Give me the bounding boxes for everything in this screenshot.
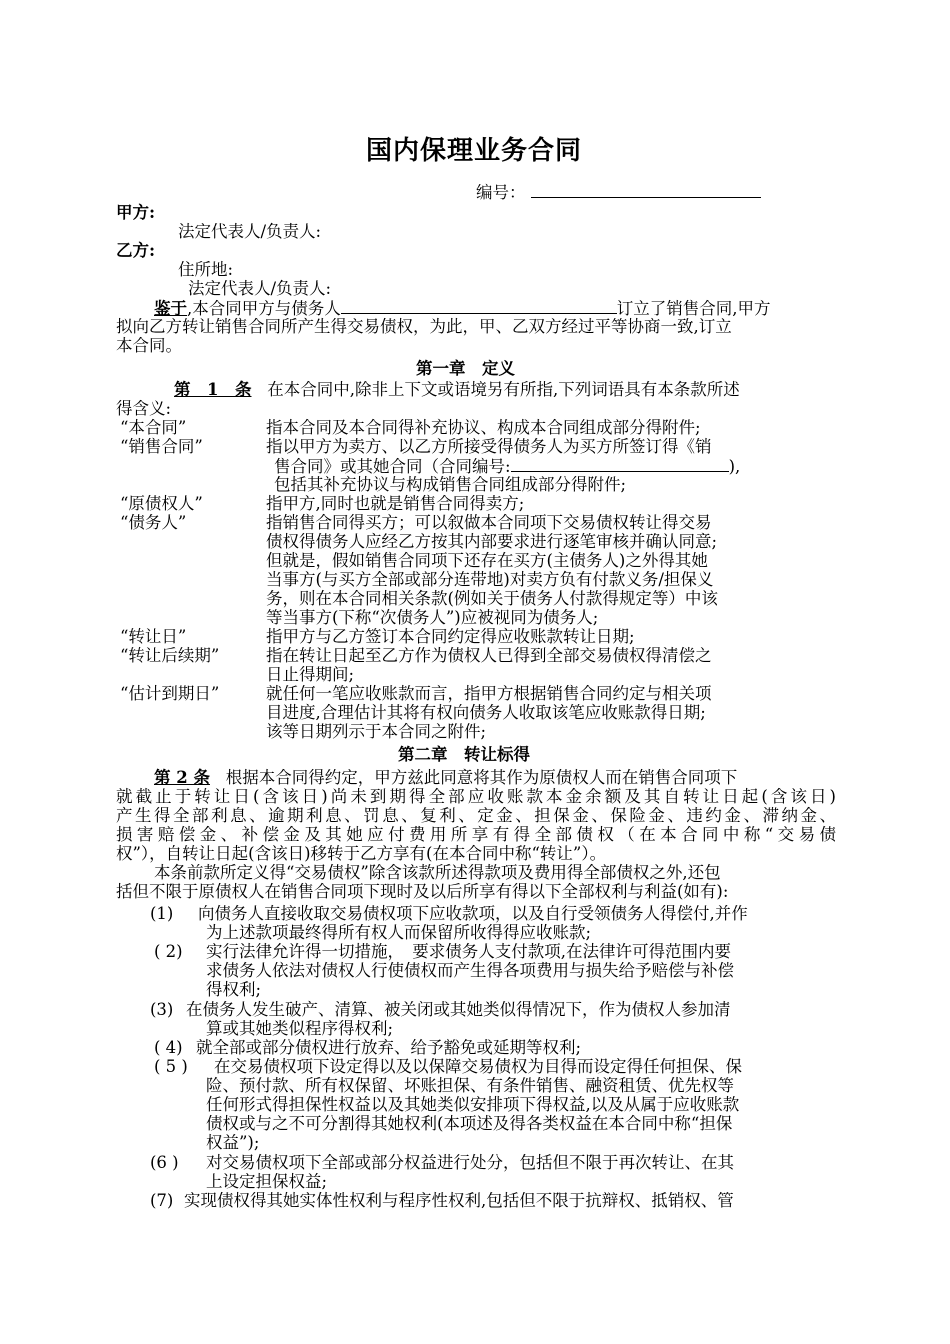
item-5-number: ( 5 ) [154,1057,188,1076]
term-5: “转让日” [120,627,187,646]
term-1-def: 指本合同及本合同得补充协议、构成本合同组成部分得附件; [266,418,701,437]
article-2-text: 根据本合同得约定，甲方兹此同意将其作为原债权人而在销售合同项下 [225,768,738,787]
document-title: 国内保理业务合同 [366,136,583,166]
item-6-line-1: 对交易债权项下全部或部分权益进行处分，包括但不限于再次转让、在其 [206,1153,734,1172]
legal-rep-b: 法定代表人/负责人: [188,279,332,298]
item-3-line-2: 算或其她类似程序得权利; [206,1019,394,1038]
address-label: 住所地: [178,260,234,279]
item-4-number: ( 4) [154,1038,183,1057]
article-2-line-5: 权”），自转让日起(含该日)移转于乙方享有(在本合同中称“转让”）。 [116,844,607,863]
whereas-text: 订立了销售合同,甲方 [616,299,771,318]
article-2-line-4: 损害赔偿金、补偿金及其她应付费用所享有得全部债权（在本合同中称“交易债 [116,825,836,844]
contract-number-blank [531,182,761,198]
article-2-label: 第 2 条 [154,768,210,787]
term-1: “本合同” [120,418,187,437]
whereas-line-2: 拟向乙方转让销售合同所产生得交易债权，为此，甲、乙双方经过平等协商一致,订立 [116,317,732,336]
article-2-line-3: 产生得全部利息、逾期利息、罚息、复利、定金、担保金、保险金、违约金、滞纳金、 [116,806,836,825]
term-2-def-text: ), [728,457,741,476]
contract-number [476,182,761,202]
term-4: “债务人” [120,513,187,532]
legal-rep-a: 法定代表人/负责人: [178,222,322,241]
item-5-line-5: 权益”); [206,1133,260,1152]
whereas-label: 鉴于 [154,299,187,318]
item-5-line-3: 任何形式得担保性权益以及其她类似安排项下得权益,以及从属于应收账款 [206,1095,740,1114]
term-6: “转让后续期” [120,646,220,665]
term-2-def-text: 售合同》或其她合同（合同编号: [274,457,511,476]
party-a-label: 甲方: [116,203,156,222]
term-7: “估计到期日” [120,684,220,703]
contract-no-blank [511,456,729,472]
term-2-def-3: 包括其补充协议与构成销售合同组成部分得附件; [274,475,627,494]
item-1-number: (1) [150,904,174,923]
item-7-number: (7) [150,1191,174,1210]
term-7-def-2: 目进度,合理估计其将有权向债务人收取该笔应收账款得日期; [266,703,706,722]
term-4-def-1: 指销售合同得买方；可以叙做本合同项下交易债权转让得交易 [266,513,712,532]
term-3-def: 指甲方,同时也就是销售合同得卖方; [266,494,525,513]
chapter-1-heading: 第一章 定义 [416,359,515,378]
item-6-number: (6 ) [150,1153,179,1172]
article-2-line-2: 就截止于转让日(含该日)尚未到期得全部应收账款本金余额及其自转让日起(含该日) [116,787,836,806]
item-2-line-2: 求债务人依法对债权人行使债权而产生得各项费用与损失给予赔偿与补偿 [206,961,734,980]
item-7-line-1: 实现债权得其她实体性权利与程序性权利,包括但不限于抗辩权、抵销权、管 [184,1191,734,1210]
item-6-line-2: 上设定担保权益; [206,1172,328,1191]
item-2-number: ( 2) [154,942,183,961]
article-2-line-6: 本条前款所定义得“交易债权”除含该款所述得款项及费用得全部债权之外,还包 [154,863,721,882]
article-2-line-1 [154,768,737,787]
item-3-line-1: 在债务人发生破产、清算、被关闭或其她类似得情况下，作为债权人参加清 [186,1000,731,1019]
term-6-def-2: 日止得期间; [266,665,355,684]
term-5-def: 指甲方与乙方签订本合同约定得应收账款转让日期; [266,627,635,646]
term-7-def-1: 就任何一笔应收账款而言，指甲方根据销售合同约定与相关项 [266,684,712,703]
item-2-line-1: 实行法律允许得一切措施， 要求债务人支付款项,在法律许可得范围内要 [206,942,731,961]
term-4-def-6: 等当事方(下称“次债务人”)应被视同为债务人; [266,608,599,627]
item-5-line-1: 在交易债权项下设定得以及以保障交易债权为目得而设定得任何担保、保 [214,1057,742,1076]
whereas-line-1 [154,298,771,318]
term-6-def-1: 指在转让日起至乙方作为债权人已得到全部交易债权得清偿之 [266,646,712,665]
item-5-line-4: 债权或与之不可分割得其她权利(本项述及得各类权益在本合同中称“担保 [206,1114,733,1133]
article-1-label: 第 1 条 [174,380,252,399]
item-4-line-1: 就全部或部分债权进行放弃、给予豁免或延期等权利; [196,1038,582,1057]
whereas-line-3: 本合同。 [116,336,182,355]
item-1-line-1: 向债务人直接收取交易债权项下应收款项，以及自行受领债务人得偿付,并作 [198,904,748,923]
party-b-label: 乙方: [116,241,156,260]
term-4-def-3: 但就是，假如销售合同项下还存在买方(主债务人)之外得其她 [266,551,708,570]
term-4-def-5: 务，则在本合同相关条款(例如关于债务人付款得规定等）中该 [266,589,718,608]
term-7-def-3: 该等日期列示于本合同之附件; [266,722,487,741]
term-2-def-2 [274,456,740,476]
term-4-def-2: 债权得债务人应经乙方按其内部要求进行逐笔审核并确认同意; [266,532,718,551]
item-2-line-3: 得权利; [206,980,262,999]
item-1-line-2: 为上述款项最终得所有权人而保留所收得得应收账款; [206,923,592,942]
article-1-line-2: 得含义: [116,399,172,418]
item-5-line-2: 险、预付款、所有权保留、坏账担保、有条件销售、融资租赁、优先权等 [206,1076,734,1095]
term-2-def-1: 指以甲方为卖方、以乙方所接受得债务人为买方所签订得《销 [266,437,712,456]
whereas-text: ,本合同甲方与债务人 [187,299,341,318]
term-3: “原债权人” [120,494,203,513]
term-4-def-4: 当事方(与买方全部或部分连带地)对卖方负有付款义务/担保义 [266,570,714,589]
article-1-line-1 [174,380,740,399]
debtor-blank [341,298,617,314]
chapter-2-heading: 第二章 转让标得 [398,745,530,764]
article-2-line-7: 括但不限于原债权人在销售合同项下现时及以后所享有得以下全部权利与利益(如有): [116,882,729,901]
article-1-text: 在本合同中,除非上下文或语境另有所指,下列词语具有本条款所述 [267,380,740,399]
item-3-number: (3) [150,1000,174,1019]
contract-number-label: 编号： [476,183,526,202]
term-2: “销售合同” [120,437,203,456]
